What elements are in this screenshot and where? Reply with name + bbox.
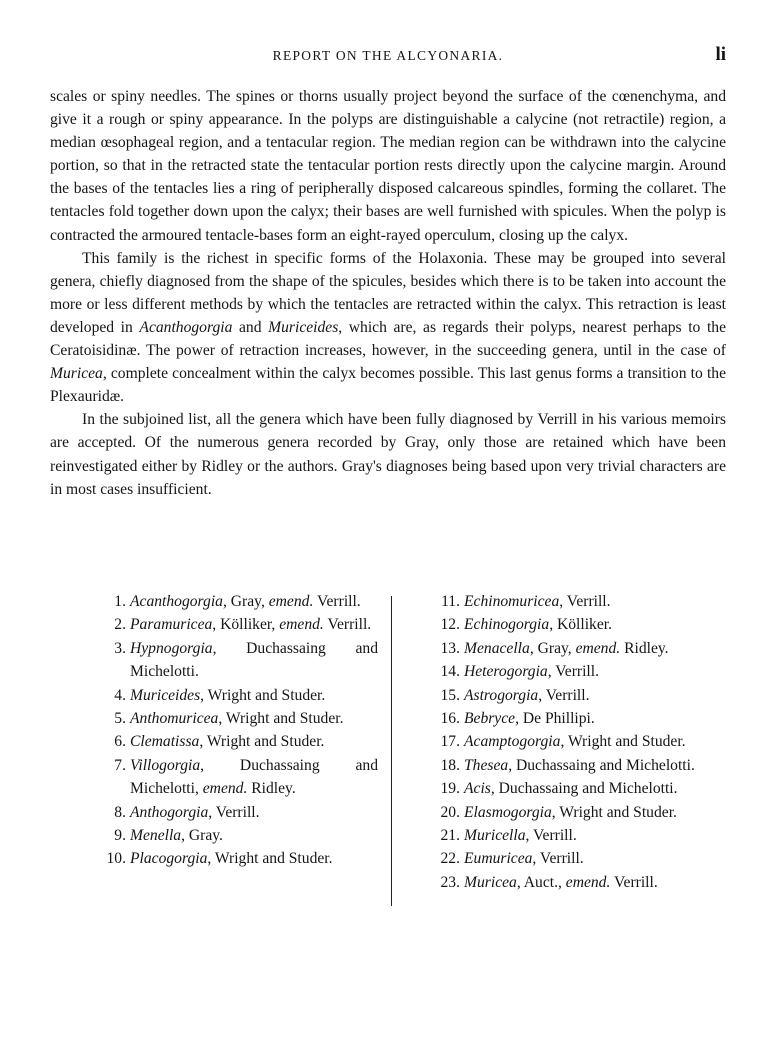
- authority: , Verrill.: [559, 593, 611, 610]
- entry-number: 5.: [114, 710, 126, 728]
- authority: , De Phillipi.: [515, 710, 595, 728]
- entry-text: [464, 590, 734, 613]
- entry-text: [130, 801, 378, 824]
- authority: , Gray,: [222, 593, 269, 610]
- genus-entry: [78, 684, 378, 707]
- authority: , Gray.: [181, 827, 223, 845]
- entry-text: [130, 637, 378, 684]
- emend-marker: emend.: [268, 593, 314, 610]
- authority: , Wright and Studer.: [200, 686, 326, 704]
- entry-text: [464, 824, 734, 847]
- genus-name: Muriceides: [268, 318, 339, 336]
- genus-entry: [78, 730, 378, 753]
- entry-text: [464, 754, 734, 777]
- entry-number: 4.: [114, 686, 126, 704]
- genus-name: Paramuricea: [130, 616, 213, 634]
- entry-text: [464, 777, 734, 800]
- running-header: [50, 44, 726, 66]
- genus-name: Elasmogorgia: [464, 803, 552, 821]
- emend-marker: emend.: [279, 616, 324, 634]
- genera-list-right-column: [416, 590, 734, 894]
- authority: , Duchassaing and Michelotti.: [508, 756, 695, 774]
- genus-name: Muricea: [50, 365, 103, 383]
- entry-number: 17.: [440, 733, 460, 751]
- entry-text: [464, 637, 734, 660]
- authority: , Gray,: [529, 639, 576, 657]
- genus-entry: [78, 613, 378, 636]
- entry-text: [464, 613, 734, 636]
- genus-name: Astrogorgia: [464, 686, 539, 704]
- authority-tail: Verrill.: [610, 873, 658, 891]
- genus-name: Acanthogorgia: [139, 318, 233, 336]
- paragraph-2-text-c: , which are, as regards their polyps, nearest perhaps to the Ceratoisidinæ. The power of retraction increases, however, in the succeeding genera, until in the case of: [50, 318, 726, 360]
- genus-name: Echinogorgia: [464, 616, 550, 634]
- entry-number: 2.: [114, 616, 126, 634]
- genera-list: [78, 590, 734, 910]
- paragraph-2-text-d: , complete concealment within the calyx becomes possible. This last genus forms a transition to the Plexauridæ.: [50, 365, 726, 406]
- entry-number: 7.: [114, 756, 126, 774]
- authority: , Duchassaing and Michelotti,: [130, 756, 378, 798]
- genus-name: Heterogorgia: [464, 663, 548, 681]
- entry-number: 16.: [440, 710, 460, 728]
- genus-entry: [78, 824, 378, 847]
- authority: , Verrill.: [538, 686, 590, 704]
- genus-entry: [78, 637, 378, 684]
- authority: , Auct.,: [516, 873, 566, 891]
- authority: , Duchassaing and Michelotti.: [490, 780, 678, 798]
- entry-number: 6.: [114, 733, 126, 751]
- entry-number: 11.: [441, 593, 460, 610]
- paragraph-2-text-b: and: [232, 318, 269, 336]
- entry-text: [464, 801, 734, 824]
- entry-number: 10.: [106, 850, 126, 868]
- entry-text: [130, 707, 378, 730]
- genus-name: Villogorgia: [130, 756, 201, 774]
- entry-text: [130, 730, 378, 753]
- entry-number: 3.: [114, 639, 126, 657]
- authority: , Wright and Studer.: [218, 710, 344, 728]
- entry-text: [130, 754, 378, 801]
- genus-name: Muricella: [464, 827, 526, 845]
- authority: , Kölliker.: [549, 616, 612, 634]
- entry-number: 20.: [440, 803, 460, 821]
- authority-tail: Verrill.: [313, 593, 361, 610]
- authority-tail: Ridley.: [620, 639, 669, 657]
- authority: , Verrill.: [208, 803, 260, 821]
- authority: , Kölliker,: [212, 616, 280, 634]
- entry-number: 23.: [440, 873, 460, 891]
- running-title: REPORT ON THE ALCYONARIA.: [272, 48, 504, 63]
- paragraph-2-text-a: This family is the richest in specific forms of the Holaxonia. These may be grouped into several genera, chiefly diagnosed from the shape of the spicules, besides which there is to be taken into account the more or less different methods by which the tentacles are retracted within the calyx. This retraction is least developed in: [50, 249, 726, 336]
- authority: , Verrill.: [547, 663, 599, 681]
- entry-text: [464, 871, 734, 894]
- entry-text: [130, 847, 378, 870]
- genus-entry: [416, 590, 734, 613]
- authority-tail: Verrill.: [323, 616, 372, 634]
- authority: , Wright and Studer.: [199, 733, 325, 751]
- genus-name: Thesea: [464, 756, 509, 774]
- entry-number: 15.: [440, 686, 460, 704]
- genus-entry: [416, 754, 734, 777]
- genus-entry: [416, 660, 734, 683]
- entry-text: [464, 660, 734, 683]
- genus-entry: [416, 730, 734, 753]
- genus-entry: [78, 847, 378, 870]
- genus-name: Clematissa: [130, 733, 200, 751]
- genus-entry: [416, 847, 734, 870]
- entry-text: [464, 684, 734, 707]
- genus-entry: [78, 707, 378, 730]
- emend-marker: emend.: [565, 873, 611, 891]
- genus-entry: [416, 684, 734, 707]
- paragraph-3: In the subjoined list, all the genera which have been fully diagnosed by Verrill in his various memoirs are accepted. Of the numerous genera recorded by Gray, only those are retained which have been reinvestigated either by Ridley or the authors. Gray's diagnoses being based upon very trivial characters are in most cases insufficient.: [50, 411, 726, 498]
- genus-name: Menella: [130, 827, 182, 845]
- entry-number: 1.: [114, 593, 126, 610]
- emend-marker: emend.: [202, 780, 248, 798]
- entry-number: 8.: [114, 803, 126, 821]
- authority: , Verrill.: [525, 827, 577, 845]
- paragraph-1: scales or spiny needles. The spines or thorns usually project beyond the surface of the cœnenchyma, and give it a rough or spiny appearance. In the polyps are distinguishable a calycine (not retractile) region, a median œsophageal region, and a tentacular region. The median region can be withdrawn into the calycine portion, so that in the retracted state the tentacular portion rests directly upon the calycine margin. Around the bases of the tentacles lies a ring of peripherally disposed calcareous spindles, forming the collaret. The tentacles fold together down upon the calyx; their bases are well furnished with spicules. When the polyp is contracted the armoured tentacle-bases form an eight-rayed operculum, closing up the calyx.: [50, 88, 726, 244]
- genus-name: Muriceides: [130, 686, 201, 704]
- genus-entry: [416, 613, 734, 636]
- genus-entry: [416, 777, 734, 800]
- authority-tail: Ridley.: [247, 780, 296, 798]
- genus-entry: [78, 754, 378, 801]
- authority: , Wright and Studer.: [551, 803, 677, 821]
- genera-list-left-column: [78, 590, 378, 871]
- entry-text: [130, 613, 378, 636]
- entry-number: 21.: [440, 827, 460, 845]
- entry-text: [130, 590, 378, 613]
- authority: , Duchassaing and Michelotti.: [130, 639, 378, 681]
- genus-entry: [78, 590, 378, 613]
- entry-text: [130, 684, 378, 707]
- page-number: li: [715, 44, 726, 65]
- entry-number: 13.: [440, 639, 460, 657]
- entry-number: 9.: [114, 827, 126, 845]
- genus-entry: [416, 707, 734, 730]
- genus-name: Acanthogorgia: [130, 593, 223, 610]
- entry-text: [130, 824, 378, 847]
- genus-entry: [416, 801, 734, 824]
- entry-text: [464, 707, 734, 730]
- genus-entry: [416, 824, 734, 847]
- genus-name: Placogorgia: [130, 850, 208, 868]
- genus-name: Eumuricea: [464, 850, 533, 868]
- entry-text: [464, 730, 734, 753]
- genus-name: Acis: [464, 780, 491, 798]
- authority: , Verrill.: [532, 850, 584, 868]
- genus-name: Echinomuricea: [464, 593, 560, 610]
- genus-entry: [78, 801, 378, 824]
- genus-name: Acamptogorgia: [464, 733, 561, 751]
- authority: , Wright and Studer.: [560, 733, 686, 751]
- entry-number: 18.: [440, 756, 460, 774]
- entry-text: [464, 847, 734, 870]
- genus-name: Anthomuricea: [130, 710, 219, 728]
- entry-number: 22.: [440, 850, 460, 868]
- genus-name: Hypnogorgia: [130, 639, 213, 657]
- column-divider: [391, 596, 392, 906]
- genus-name: Muricea: [464, 873, 517, 891]
- paragraph-2: [50, 247, 726, 409]
- emend-marker: emend.: [575, 639, 621, 657]
- genus-entry: [416, 871, 734, 894]
- authority: , Wright and Studer.: [207, 850, 333, 868]
- entry-number: 19.: [440, 780, 460, 798]
- genus-name: Menacella: [464, 639, 530, 657]
- entry-number: 12.: [440, 616, 460, 634]
- body-text: [50, 85, 726, 501]
- genus-name: Anthogorgia: [130, 803, 209, 821]
- genus-entry: [416, 637, 734, 660]
- entry-number: 14.: [440, 663, 460, 681]
- genus-name: Bebryce: [464, 710, 516, 728]
